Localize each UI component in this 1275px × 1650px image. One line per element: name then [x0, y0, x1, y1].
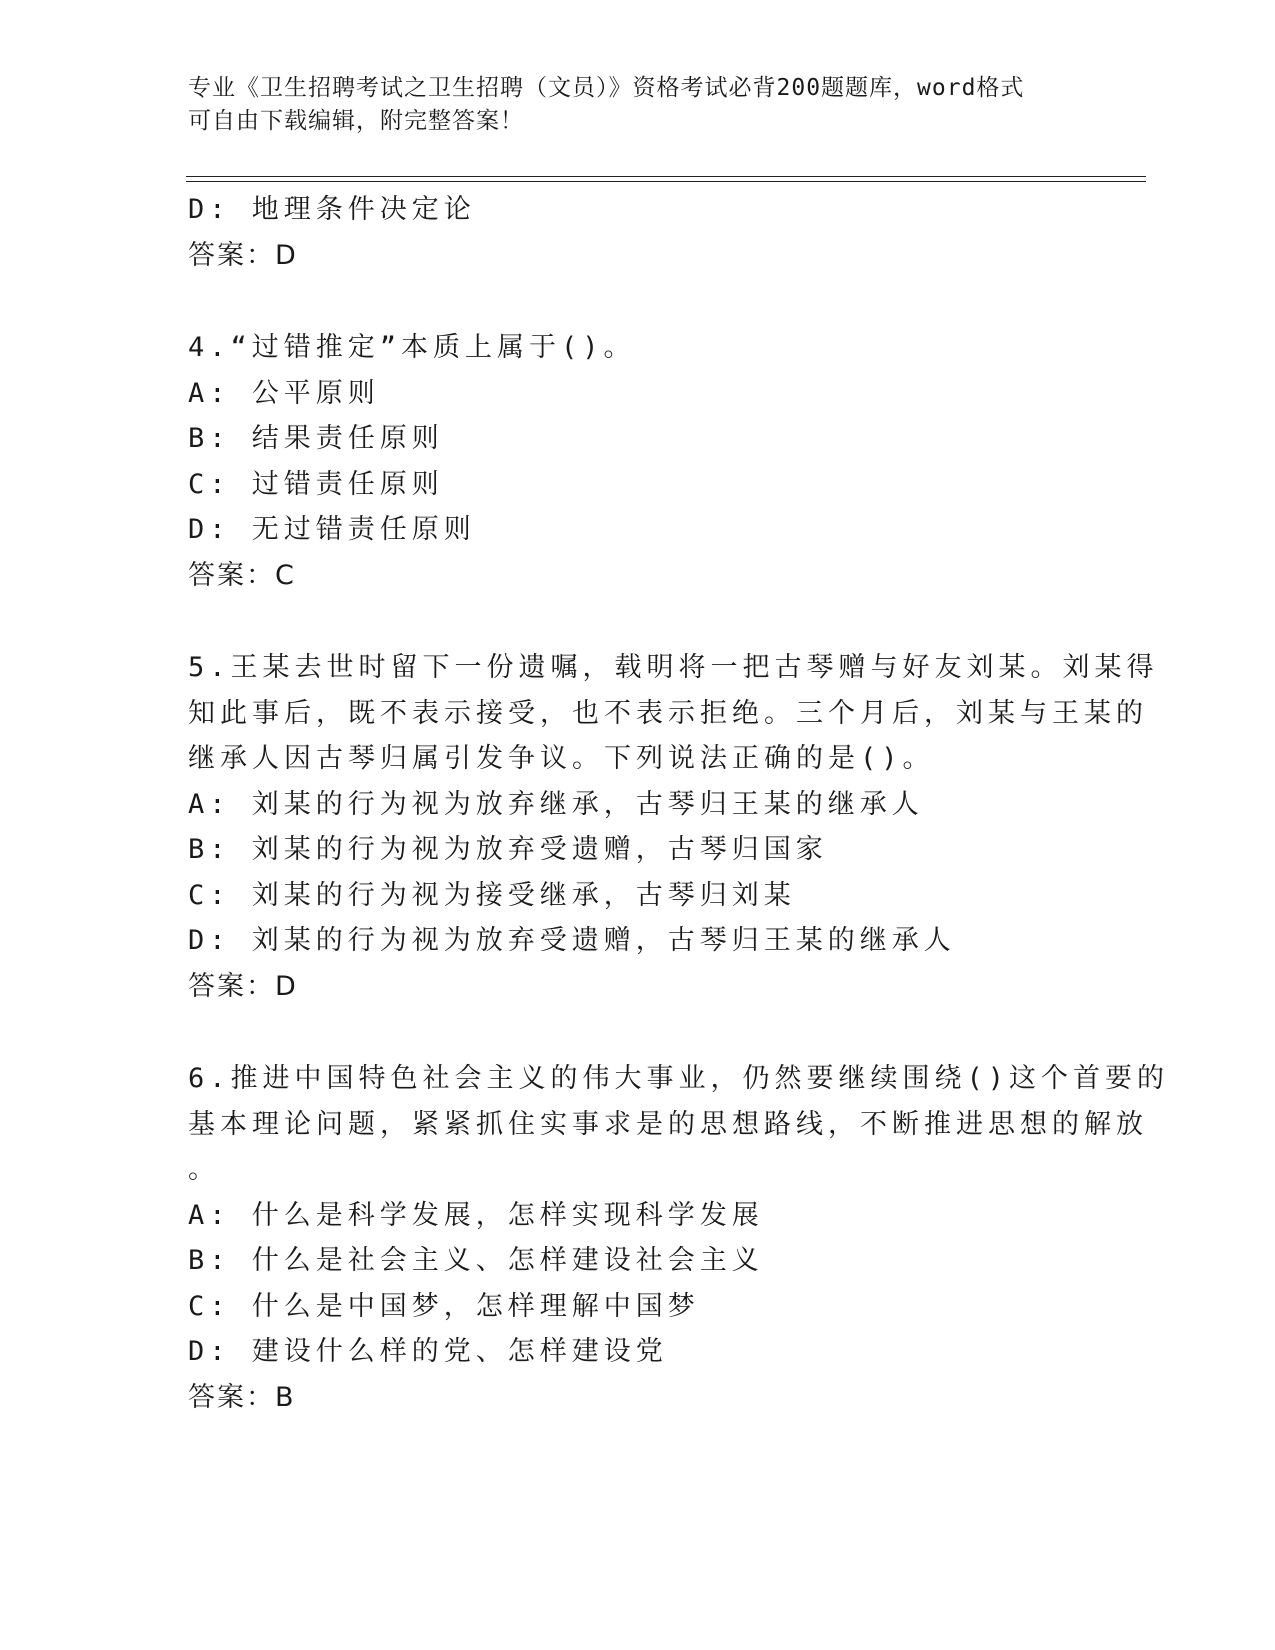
option-b: B: 结果责任原则	[188, 423, 444, 454]
question-stem: 4.“过错推定”本质上属于()。	[188, 332, 636, 363]
question-stem-line: 。	[188, 1154, 220, 1185]
answer: 答案：C	[188, 559, 296, 591]
header-divider	[186, 176, 1146, 182]
header-title-line-2: 可自由下载编辑，附完整答案！	[188, 108, 524, 134]
question-stem-line: 5.王某去世时留下一份遗嘱，载明将一把古琴赠与好友刘某。刘某得	[188, 652, 1159, 683]
question-stem-line: 知此事后，既不表示接受，也不表示拒绝。三个月后，刘某与王某的	[188, 697, 1148, 729]
question-4	[188, 325, 1068, 598]
option-a: A: 刘某的行为视为放弃继承，古琴归王某的继承人	[188, 788, 924, 820]
question-6	[188, 1056, 1170, 1420]
header-title-line-1: 专业《卫生招聘考试之卫生招聘（文员）》资格考试必背200题题库，word格式	[188, 75, 1025, 101]
option-b: B: 什么是社会主义、怎样建设社会主义	[188, 1245, 764, 1276]
option-c: C: 什么是中国梦，怎样理解中国梦	[188, 1290, 700, 1322]
option-d: D: 地理条件决定论	[188, 194, 476, 225]
question-3-tail	[188, 187, 1068, 278]
question-stem-line: 继承人因古琴归属引发争议。下列说法正确的是()。	[188, 743, 935, 774]
option-d: D: 刘某的行为视为放弃受遗赠，古琴归王某的继承人	[188, 925, 956, 956]
question-list	[188, 187, 1170, 1420]
answer: 答案：D	[188, 970, 298, 1002]
question-stem-line: 基本理论问题，紧紧抓住实事求是的思想路线，不断推进思想的解放	[188, 1108, 1148, 1140]
option-a: A: 什么是科学发展，怎样实现科学发展	[188, 1199, 764, 1231]
option-d: D: 无过错责任原则	[188, 514, 476, 545]
option-b: B: 刘某的行为视为放弃受遗赠，古琴归国家	[188, 834, 828, 865]
option-a: A: 公平原则	[188, 377, 380, 409]
option-c: C: 刘某的行为视为接受继承，古琴归刘某	[188, 879, 796, 911]
question-stem-line: 6.推进中国特色社会主义的伟大事业，仍然要继续围绕()这个首要的	[188, 1063, 1170, 1094]
option-d: D: 建设什么样的党、怎样建设党	[188, 1336, 668, 1367]
question-5	[188, 645, 1159, 1009]
answer: 答案：B	[188, 1381, 296, 1413]
answer: 答案：D	[188, 239, 298, 271]
option-c: C: 过错责任原则	[188, 468, 444, 500]
document-header	[188, 72, 1068, 138]
